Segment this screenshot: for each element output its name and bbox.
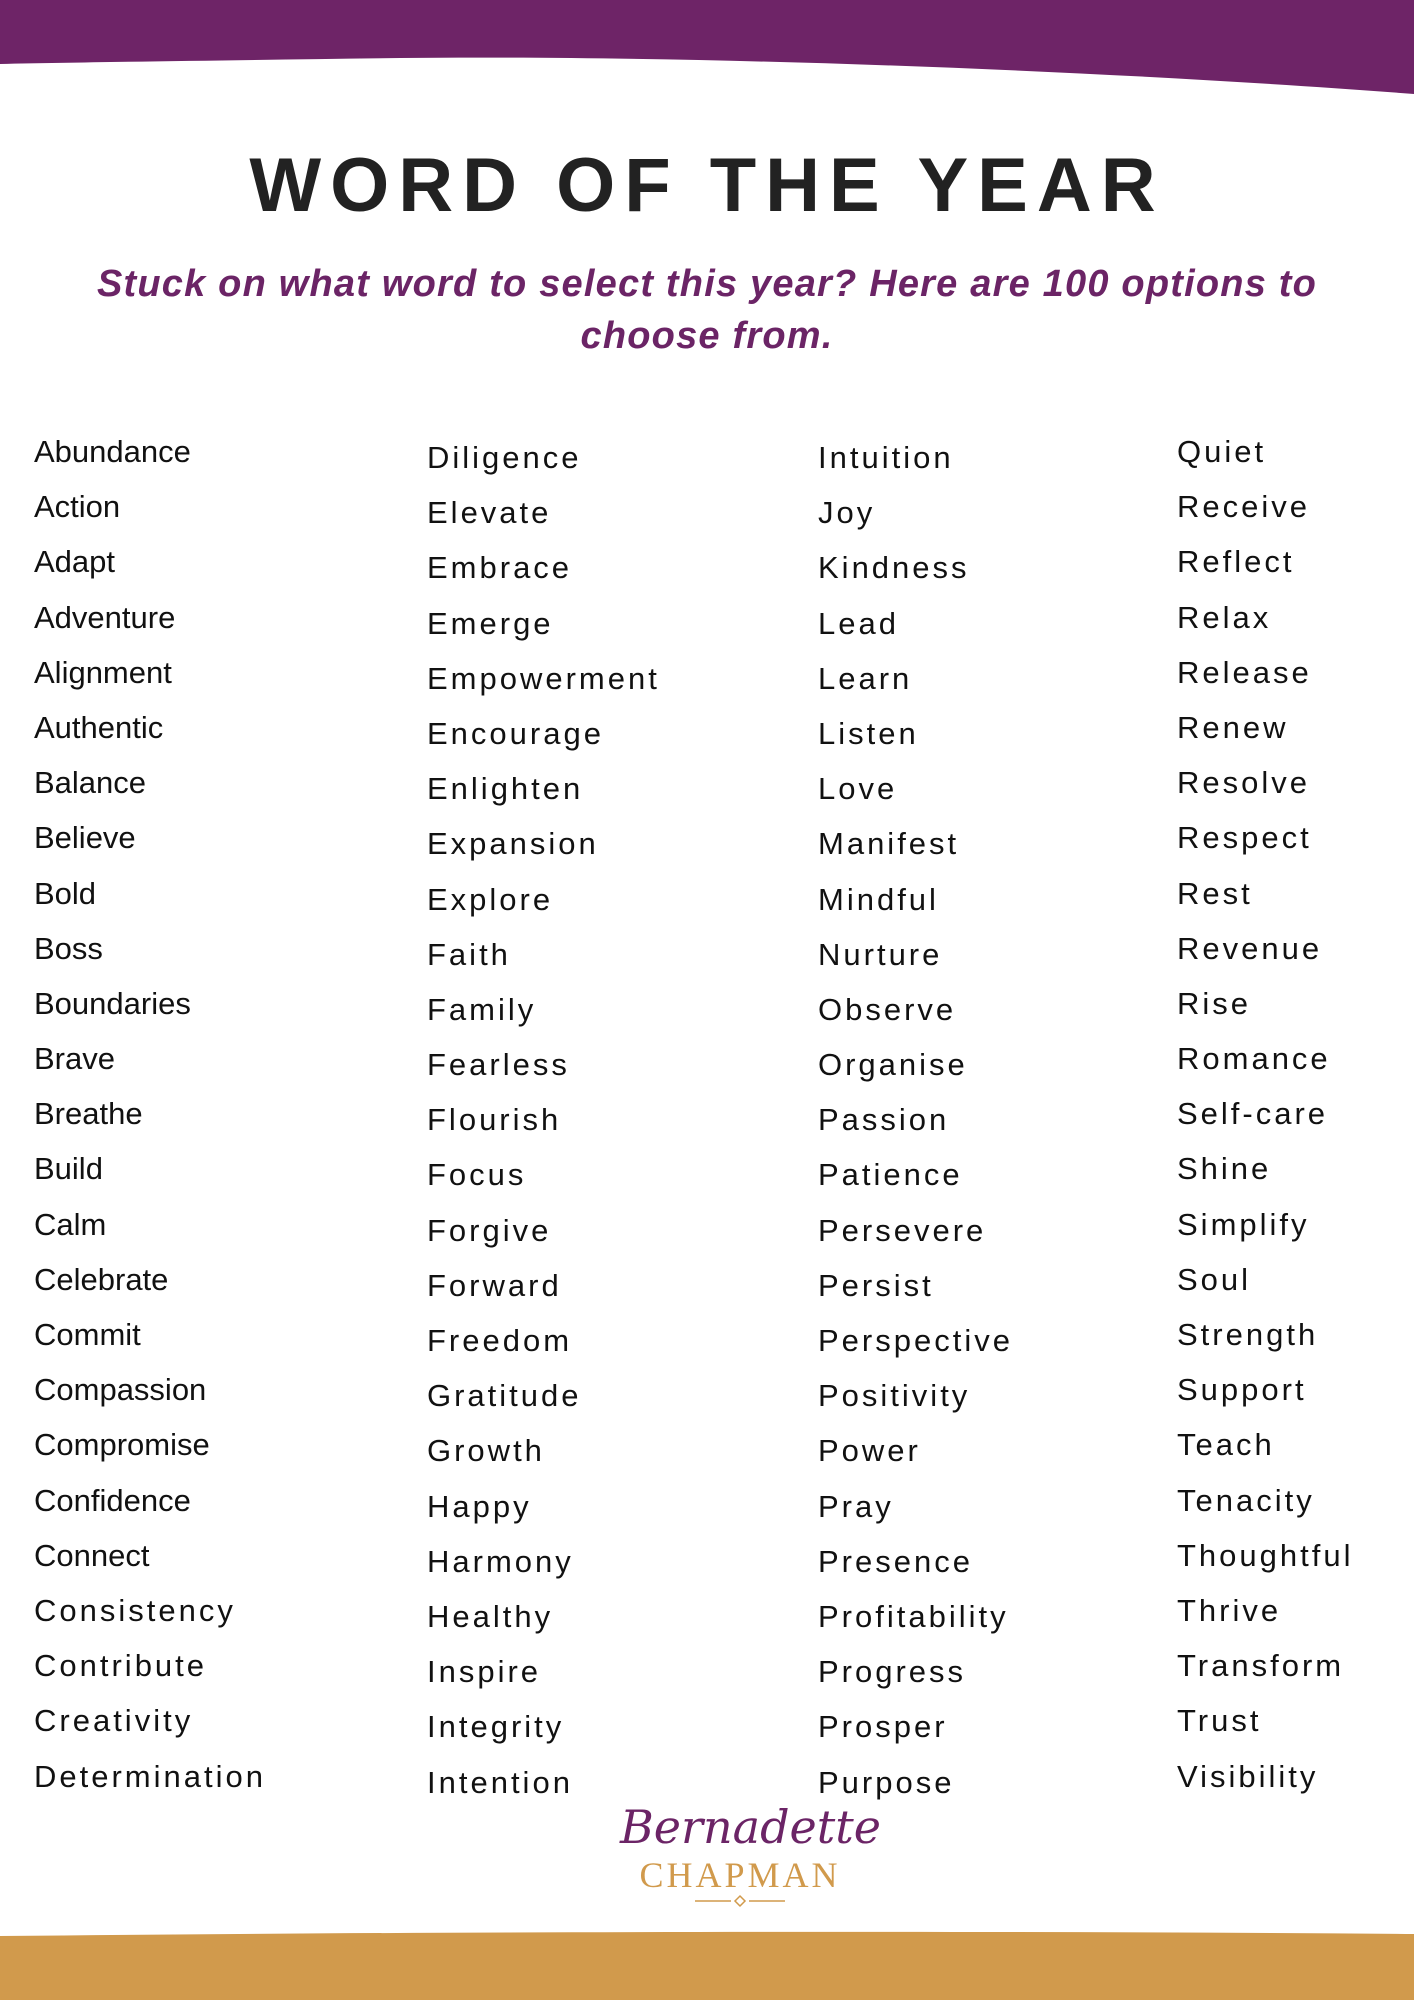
word-item: Happy	[427, 1488, 532, 1524]
word-item: Tenacity	[1177, 1482, 1315, 1518]
word-item: Consistency	[34, 1592, 236, 1628]
word-item: Contribute	[34, 1648, 208, 1684]
word-item: Profitability	[818, 1598, 1009, 1634]
word-item: Joy	[818, 495, 876, 531]
word-item: Mindful	[818, 881, 939, 917]
brand-logo	[620, 1800, 881, 1910]
word-item: Authentic	[34, 709, 164, 745]
word-item: Revenue	[1177, 930, 1323, 966]
word-item: Integrity	[427, 1709, 565, 1745]
word-item: Romance	[1177, 1041, 1331, 1077]
top-wave-banner	[0, 0, 1414, 100]
word-item: Breathe	[34, 1096, 143, 1132]
word-column-2	[427, 430, 660, 1810]
word-item: Emerge	[427, 605, 554, 641]
word-item: Abundance	[34, 434, 191, 469]
word-item: Growth	[427, 1433, 545, 1469]
word-item: Adapt	[34, 544, 116, 580]
word-item: Rest	[1177, 875, 1253, 911]
word-item: Reflect	[1177, 544, 1295, 580]
word-item: Compromise	[34, 1427, 210, 1463]
word-item: Adventure	[34, 599, 176, 635]
word-item: Purpose	[818, 1764, 955, 1800]
word-item: Persevere	[818, 1212, 987, 1248]
word-item: Faith	[427, 936, 511, 972]
logo-script: Bernadette	[620, 1800, 881, 1854]
word-item: Power	[818, 1433, 921, 1469]
word-item: Enlighten	[427, 771, 584, 807]
word-item: Inspire	[427, 1654, 542, 1690]
word-item: Determination	[34, 1758, 266, 1794]
word-item: Empowerment	[427, 660, 660, 696]
word-item: Love	[818, 771, 898, 807]
word-item: Observe	[818, 991, 957, 1027]
word-item: Learn	[818, 660, 913, 696]
flourish-icon	[695, 1894, 785, 1908]
word-item: Confidence	[34, 1482, 191, 1518]
word-item: Thrive	[1177, 1592, 1282, 1628]
word-item: Nurture	[818, 936, 943, 972]
word-item: Explore	[427, 881, 554, 917]
word-item: Presence	[818, 1543, 973, 1579]
word-item: Self-care	[1177, 1096, 1329, 1132]
word-item: Flourish	[427, 1102, 562, 1138]
word-item: Manifest	[818, 826, 960, 862]
word-item: Visibility	[1177, 1758, 1319, 1794]
word-column-3	[818, 430, 1013, 1810]
word-item: Renew	[1177, 709, 1289, 745]
word-item: Prosper	[818, 1709, 948, 1745]
word-item: Strength	[1177, 1317, 1319, 1352]
word-item: Healthy	[427, 1598, 554, 1634]
word-item: Action	[34, 489, 121, 525]
word-item: Persist	[818, 1267, 934, 1303]
word-column-4	[1177, 424, 1354, 1804]
word-item: Alignment	[34, 654, 172, 690]
word-item: Forgive	[427, 1212, 552, 1248]
word-item: Thoughtful	[1177, 1537, 1354, 1573]
word-item: Kindness	[818, 550, 970, 586]
word-item: Encourage	[427, 715, 604, 751]
word-column-1	[34, 424, 266, 1804]
word-item: Believe	[34, 820, 136, 856]
word-item: Release	[1177, 654, 1312, 690]
word-item: Transform	[1177, 1648, 1345, 1684]
word-item: Gratitude	[427, 1378, 582, 1414]
logo-name: CHAPMAN	[639, 1855, 841, 1895]
word-item: Trust	[1177, 1703, 1262, 1739]
word-item: Balance	[34, 765, 147, 801]
word-item: Bold	[34, 875, 97, 911]
word-item: Respect	[1177, 820, 1312, 856]
word-item: Perspective	[818, 1323, 1013, 1358]
word-item: Build	[34, 1151, 103, 1187]
bottom-band	[0, 1930, 1414, 2000]
word-item: Progress	[818, 1654, 967, 1690]
word-item: Teach	[1177, 1427, 1275, 1463]
word-item: Quiet	[1177, 434, 1267, 469]
word-item: Boss	[34, 930, 103, 966]
word-item: Expansion	[427, 826, 599, 862]
word-item: Passion	[818, 1102, 950, 1138]
word-item: Resolve	[1177, 765, 1310, 801]
word-item: Family	[427, 991, 537, 1027]
word-item: Commit	[34, 1317, 141, 1352]
page-subtitle: Stuck on what word to select this year? Here are 100 options to choose from.	[96, 263, 1318, 357]
word-item: Intention	[427, 1764, 573, 1800]
word-item: Rise	[1177, 985, 1252, 1021]
word-item: Diligence	[427, 440, 582, 475]
word-item: Support	[1177, 1372, 1307, 1408]
word-item: Forward	[427, 1267, 562, 1303]
word-item: Embrace	[427, 550, 573, 586]
word-item: Listen	[818, 715, 919, 751]
word-item: Patience	[818, 1157, 963, 1193]
word-item: Organise	[818, 1047, 968, 1083]
word-item: Calm	[34, 1206, 107, 1242]
page-title: WORD OF THE YEAR	[249, 143, 1165, 228]
word-item: Shine	[1177, 1151, 1272, 1187]
word-item: Brave	[34, 1041, 115, 1077]
word-item: Connect	[34, 1537, 150, 1573]
word-item: Fearless	[427, 1047, 570, 1083]
word-item: Pray	[818, 1488, 894, 1524]
word-item: Freedom	[427, 1323, 573, 1358]
word-item: Harmony	[427, 1543, 574, 1579]
word-item: Positivity	[818, 1378, 971, 1414]
word-item: Compassion	[34, 1372, 207, 1408]
word-item: Relax	[1177, 599, 1272, 635]
word-item: Soul	[1177, 1261, 1252, 1297]
word-item: Receive	[1177, 489, 1310, 525]
word-item: Boundaries	[34, 985, 191, 1021]
word-item: Lead	[818, 605, 899, 641]
word-item: Creativity	[34, 1703, 194, 1739]
word-item: Intuition	[818, 440, 954, 475]
word-item: Focus	[427, 1157, 527, 1193]
word-item: Celebrate	[34, 1261, 169, 1297]
word-item: Elevate	[427, 495, 552, 531]
word-item: Simplify	[1177, 1206, 1310, 1242]
